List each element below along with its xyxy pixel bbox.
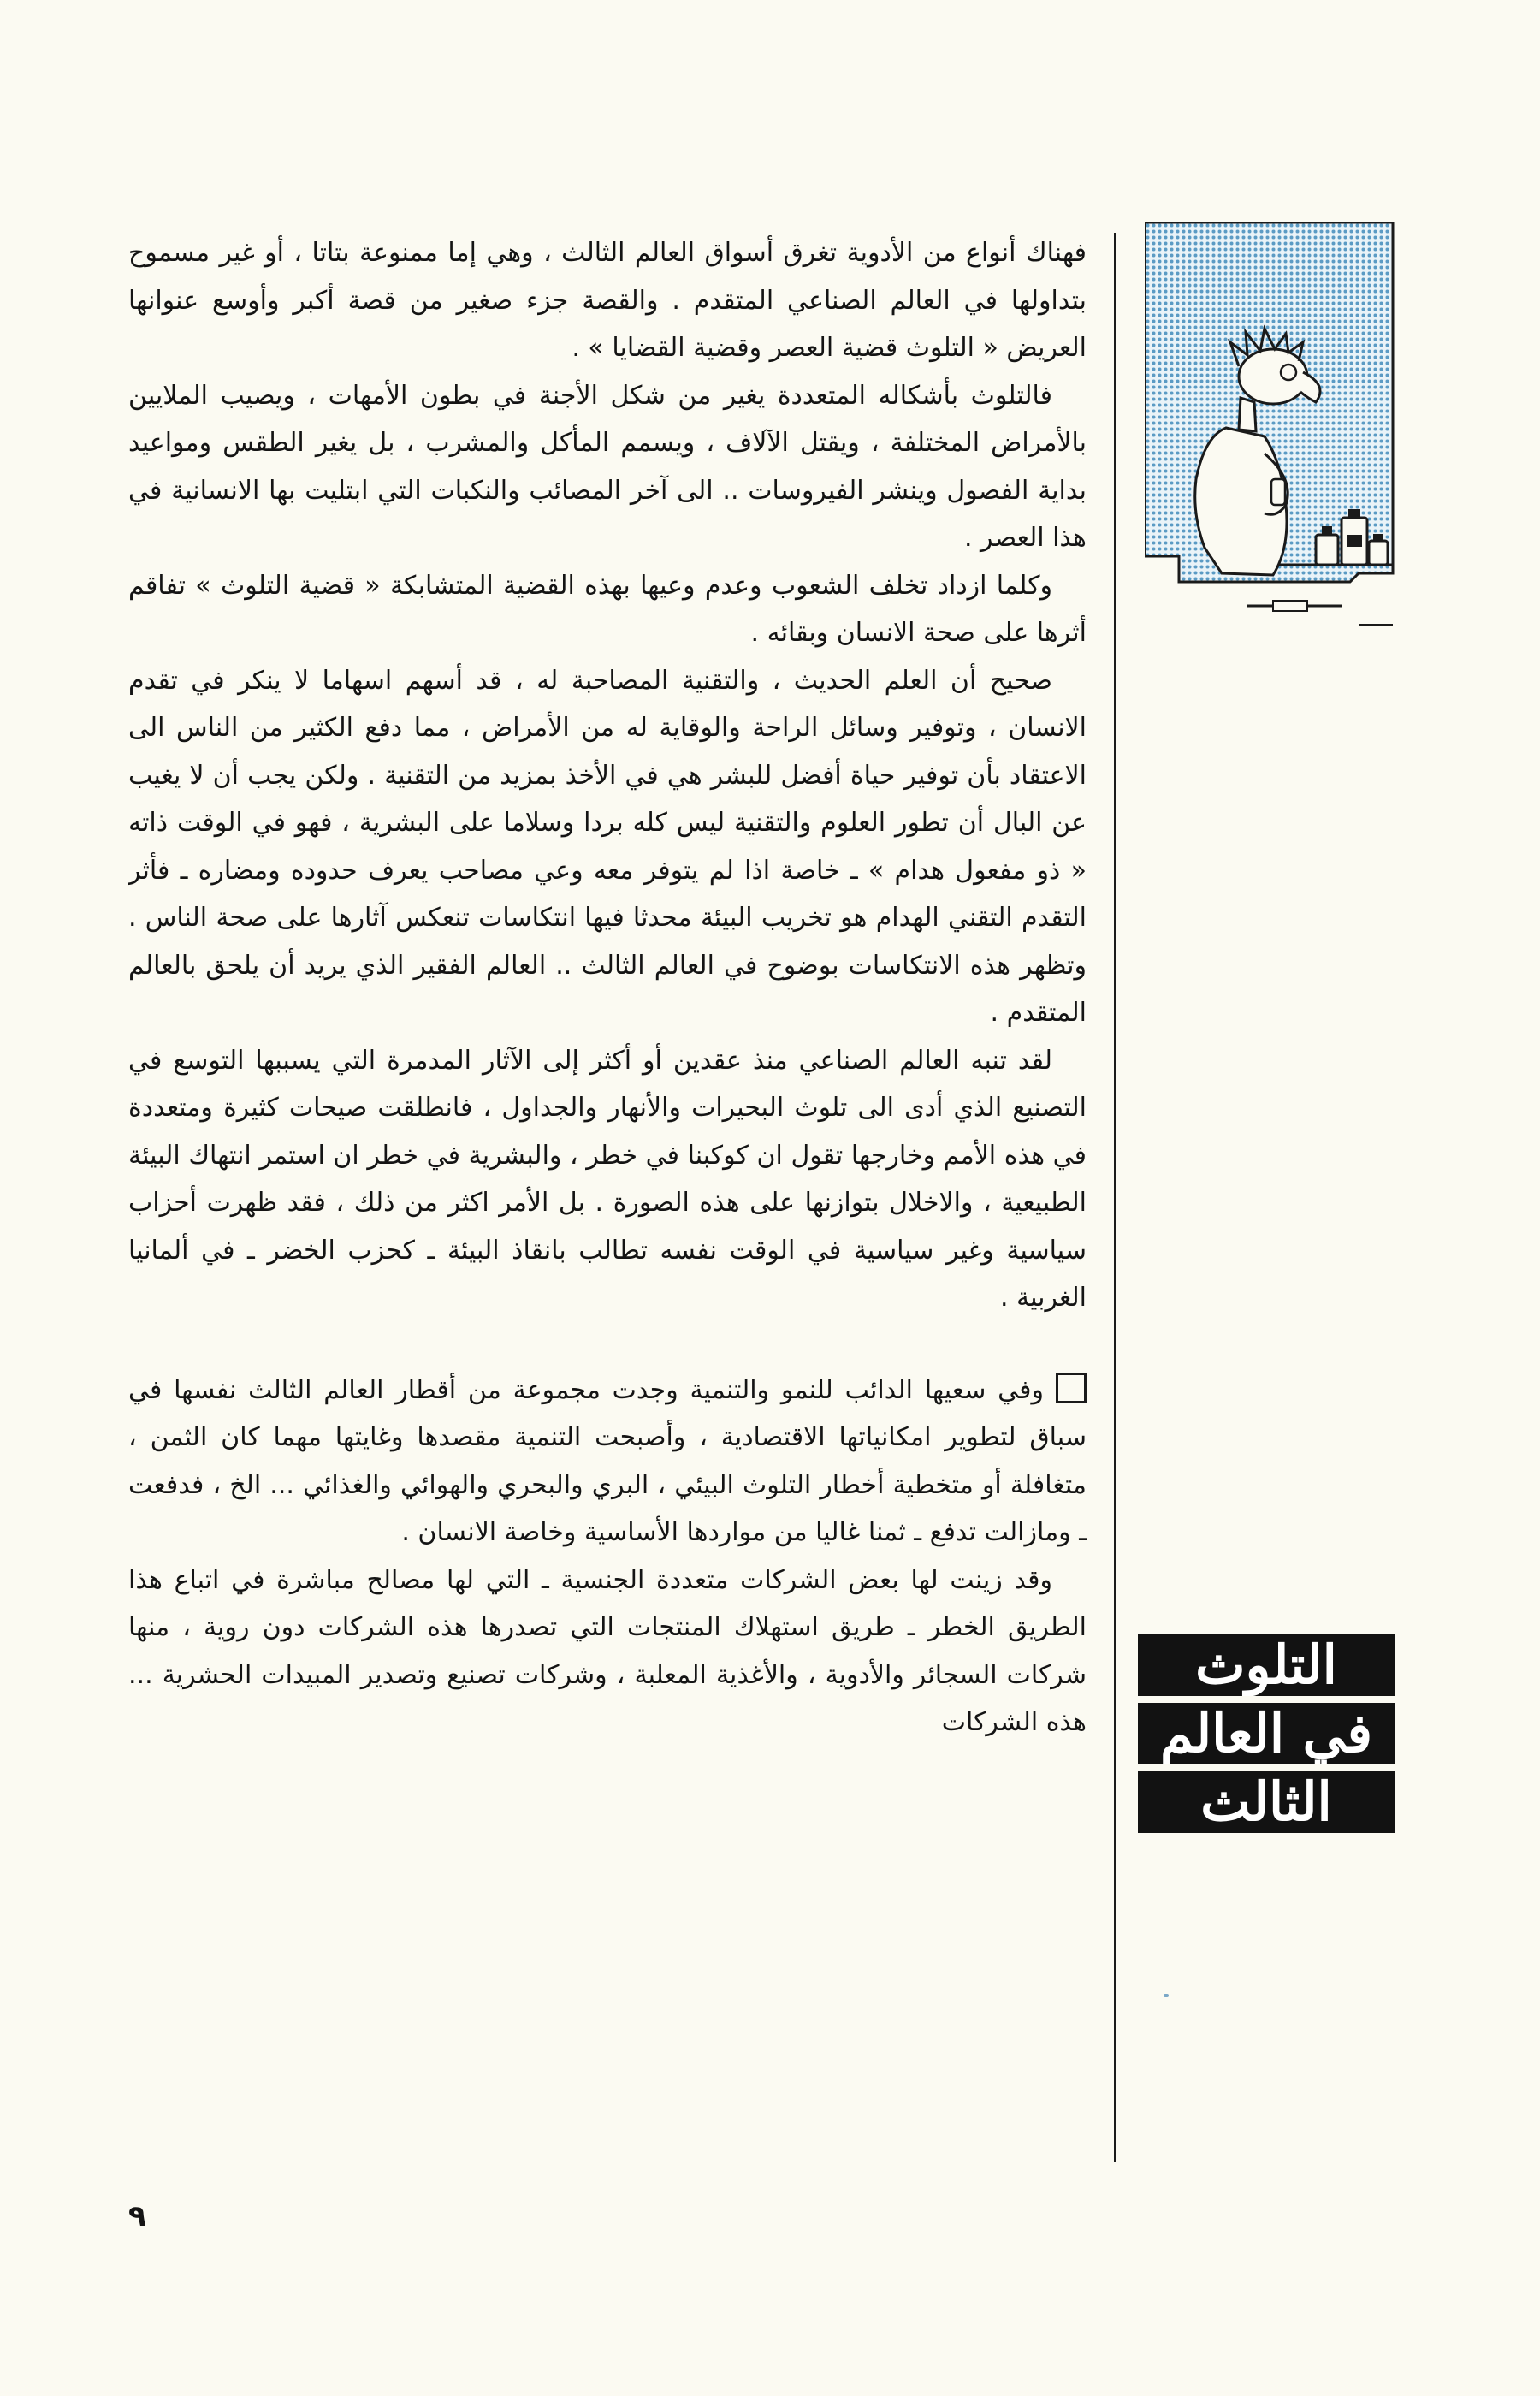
section-title-line-3: الثالث [1138, 1771, 1395, 1833]
paragraph-6-text: وفي سعيها الدائب للنمو والتنمية وجدت مجموعة من أقطار العالم الثالث نفسها في سباق لتطوير امكانياتها الاقتصادية ، وأصبحت التنمية مقصدها وغايتها مهما كان الثمن ، متغافلة أو متخطية أخطار التلوث البيئي ، البري والبحري والهوائي والغذائي ... الخ ، فدفعت ـ ومازالت تدفع ـ ثمنا غاليا من مواردها الأساسية وخاصة الانسان . [128, 1374, 1087, 1547]
section-gap [128, 1322, 1087, 1367]
paragraph-4: صحيح أن العلم الحديث ، والتقنية المصاحبة له ، قد أسهم اسهاما لا ينكر في تقدم الانسان ، وتوفير وسائل الراحة والوقاية له من الأمراض ، مما دفع الكثير من الناس الى الاعتقاد بأن توفير حياة أفضل للبشر هي في الأخذ بمزيد من التقنية . ولكن يجب أن لا يغيب عن البال أن تطور العلوم والتقنية ليس كله بردا وسلاما على البشرية ، فهو في الوقت ذاته « ذو مفعول هدام » ـ خاصة اذا لم يتوفر معه وعي مصاحب يعرف حدوده ومضاره ـ فأثر التقدم التقني الهدام هو تخريب البيئة محدثا فيها انتكاسات تنعكس آثارها على صحة الناس . وتظهر هذه الانتكاسات بوضوح في العالم الثالث .. العالم الفقير الذي يريد أن يلحق بالعالم المتقدم . [128, 665, 1087, 1028]
section-title [1138, 1634, 1395, 1840]
scientist-illustration [1145, 222, 1401, 650]
section-box-icon [1056, 1373, 1087, 1403]
page-number: ٩ [128, 2199, 146, 2233]
paragraph-5: لقد تنبه العالم الصناعي منذ عقدين أو أكثر إلى الآثار المدمرة التي يسببها التوسع في التصنيع الذي أدى الى تلوث البحيرات والأنهار والجداول ، فانطلقت صيحات كثيرة ومتعددة في هذه الأمم وخارجها تقول ان كوكبنا في خطر ، والبشرية في خطر ان استمر انتهاك البيئة الطبيعية ، والاخلال بتوازنها على هذه الصورة . بل الأمر اكثر من ذلك ، فقد ظهرت أحزاب سياسية وغير سياسية في الوقت نفسه تطالب بانقاذ البيئة ـ كحزب الخضر ـ في ألمانيا الغربية . [128, 1045, 1087, 1313]
scientist-drawing-icon [1145, 222, 1401, 650]
paragraph-3: وكلما ازداد تخلف الشعوب وعدم وعيها بهذه القضية المتشابكة « قضية التلوث » تفاقم أثرها على صحة الانسان وبقائه . [128, 570, 1087, 648]
column-divider [1114, 233, 1116, 2162]
paragraph-1: فهناك أنواع من الأدوية تغرق أسواق العالم الثالث ، وهي إما ممنوعة بتاتا ، أو غير مسموح بتداولها في العالم الصناعي المتقدم . والقصة جزء صغير من قصة أكبر وأوسع عنوانها العريض « التلوث قضية العصر وقضية القضايا » . [128, 238, 1087, 363]
print-speck [1164, 1994, 1169, 1997]
paragraph-7: وقد زينت لها بعض الشركات متعددة الجنسية ـ التي لها مصالح مباشرة في اتباع هذا الطريق الخطر ـ طريق استهلاك المنتجات التي تصدرها هذه الشركات دون روية ، منها شركات السجائر والأدوية ، والأغذية المعلبة ، وشركات تصنيع وتصدير المبيدات الحشرية ... هذه الشركات [128, 1564, 1087, 1737]
section-title-line-1: التلوث [1138, 1634, 1395, 1696]
article-body [128, 229, 1087, 2155]
paragraph-6 [128, 1367, 1087, 1557]
paragraph-2: فالتلوث بأشكاله المتعددة يغير من شكل الأجنة في بطون الأمهات ، ويصيب الملايين بالأمراض المختلفة ، ويقتل الآلاف ، ويسمم المأكل والمشرب ، بل يغير الطقس ومواعيد بداية الفصول وينشر الفيروسات .. الى آخر المصائب والنكبات التي ابتليت بها الانسانية في هذا العصر . [128, 380, 1087, 553]
section-title-line-2: في العالم [1138, 1703, 1395, 1764]
